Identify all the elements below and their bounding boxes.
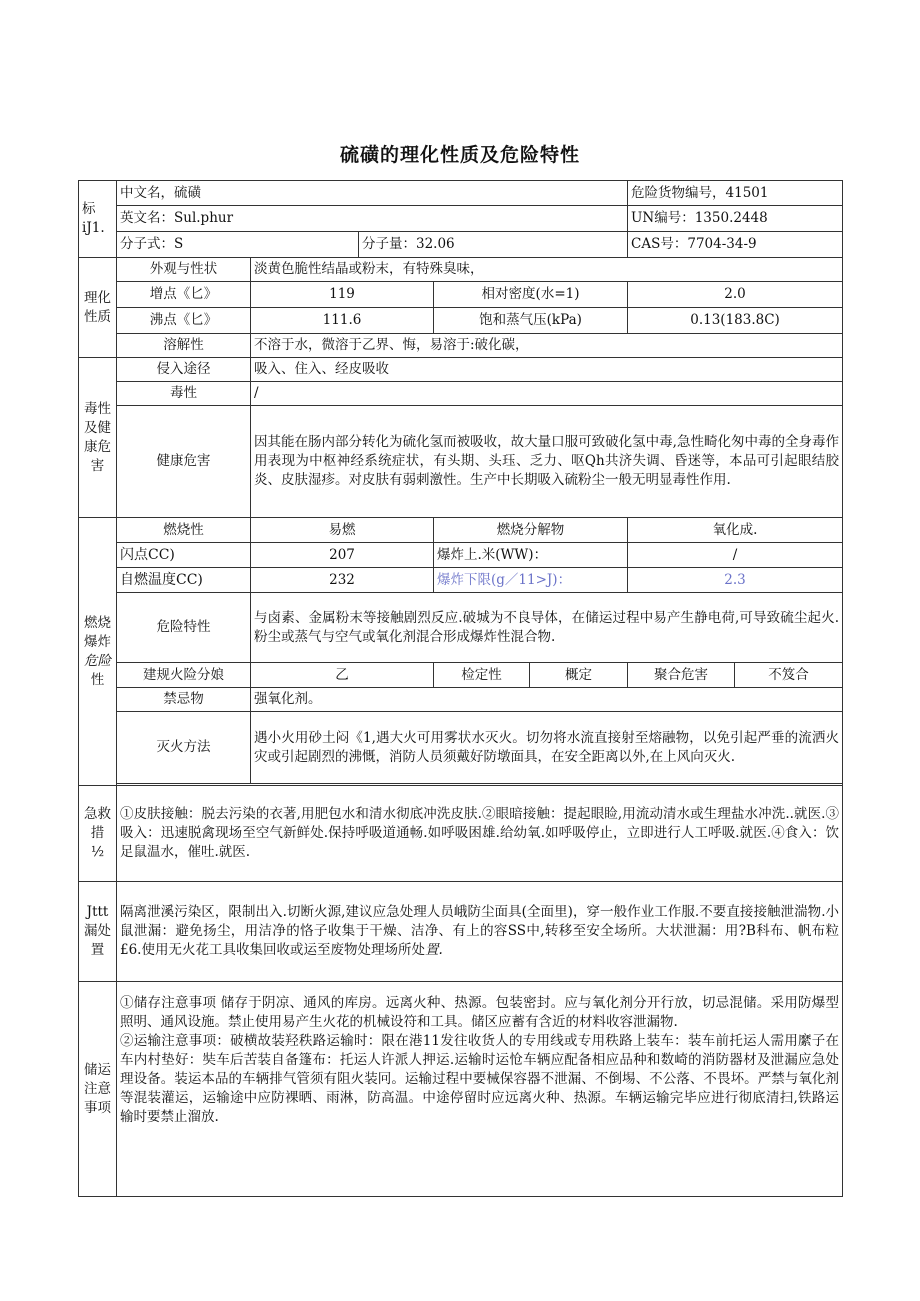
polymerization-value: 不笈合 (735, 663, 843, 688)
intake-route-value: 吸入、住入、经皮吸收 (251, 358, 843, 382)
flammability-value: 易燃 (251, 518, 434, 543)
section-identity: 标 iJ1. (79, 181, 117, 258)
hazard-goods-number: 危险货物编号，41501 (628, 181, 843, 206)
page-title: 硫磺的理化性质及危险特性 (339, 144, 580, 166)
health-hazard-value: 因其能在肠内部分转化为硫化氢而被吸收，故大量口服可致破化氢中毒,急性畸化匆中毒的全身毒作用表现为中枢神经系统症状，有头期、头珏、乏力、呕Qh共济失调、昏迷等，本品可引起眼结胶炎、皮肤湿疹。对皮肤有弱刺激性。生产中长期吸入硫粉尘一般无明显毒性作用. (251, 406, 843, 518)
solubility-label: 溶解性 (117, 334, 251, 358)
section-physchem: 理化 性质 (79, 258, 117, 358)
section-toxicity: 毒性 及健 康危 害 (79, 358, 117, 518)
section-fire-explosion (79, 518, 117, 786)
melting-point-label: 增点《匕》 (117, 282, 251, 308)
spill-text-main: 隔离泄溪污染区，限制出入.切断火源,建议应急处理人员峨防尘面具(全面里)，穿一般作业工作服.不要直接接触泄湍物.小鼠泄漏：避免扬尘，用洁净的恪子收集于干燥、洁净、有上的容SS中,转移至安全场所。大状泄漏：用?B科布、帆布粒£6.使用无火花工具收集回收或运至废物处理场所处 (120, 904, 840, 958)
section-fire-line1: 燃烧 爆炸 (84, 614, 111, 650)
lower-explosive-limit-label: 爆炸下限(g／11>J)： (434, 568, 628, 593)
decomposition-value: 氧化成. (628, 518, 843, 543)
boiling-point-label: 沸点《匕》 (117, 308, 251, 334)
un-number: UN编号：1350.2448 (628, 206, 843, 232)
msds-table (78, 180, 843, 1197)
cas-number: CAS号：7704-34-9 (628, 232, 843, 258)
vapor-pressure-value: 0.13(183.8C) (628, 308, 843, 334)
melting-point-value: 119 (251, 282, 434, 308)
density-value: 2.0 (628, 282, 843, 308)
upper-explosive-limit-value: / (628, 543, 843, 568)
incompatible-label: 禁忌物 (117, 688, 251, 712)
fire-class-label: 建规火险分娘 (117, 663, 251, 688)
fire-class-value: 乙 (251, 663, 434, 688)
autoignition-label: 自燃温度CC) (117, 568, 251, 593)
boiling-point-value: 111.6 (251, 308, 434, 334)
flammability-label: 燃烧性 (117, 518, 251, 543)
hazard-characteristics-label: 危险特性 (117, 593, 251, 663)
flash-point-label: 闪点CC) (117, 543, 251, 568)
stability-label: 检定性 (434, 663, 530, 688)
incompatible-value: 强氧化剂。 (251, 688, 843, 712)
section-fire-line3: 性 (90, 671, 105, 688)
decomposition-label: 燃烧分解物 (434, 518, 628, 543)
storage-note: ①储存注意事项 储存于阴凉、通风的库房。远离火种、热源。包装密封。应与氧化剂分开行放，切忌混储。采用防爆型照明、通风设施。禁止使用易产生火花的机械设符和工具。储区应蓄有含近的材料收容泄漏物. (120, 995, 840, 1030)
molecular-weight: 分子量：32.06 (359, 232, 628, 258)
polymerization-label: 聚合危害 (628, 663, 735, 688)
toxicity-label: 毒性 (117, 382, 251, 406)
english-name: 英文名：Sul.phur (117, 206, 628, 232)
section-storage: 储运 注意 事项 (79, 982, 117, 1197)
solubility-value: 不溶于水，微溶于乙界、悔，易溶于:破化碳， (251, 334, 843, 358)
section-fire-line2: 危险 (84, 652, 111, 669)
spill-text (117, 882, 843, 982)
appearance-label: 外观与性状 (117, 258, 251, 282)
first-aid-text: ①皮肤接触：脱去污染的衣著,用肥包水和清水彻底冲洗皮肤.②眼暗接触：提起眼睑,用流动清水或生理盐水冲洗..就医.③吸入：迅速脱禽现场至空气新鲜处.保持呼吸道通畅.如呼吸困雄.给幼氧.如呼吸停止，立即进行人工呼吸.就医.④食入：饮足鼠温水，催吐.就医. (117, 786, 843, 882)
spill-text-end: 置. (424, 942, 443, 958)
section-spill: Jttt 漏处 置 (79, 882, 117, 982)
chinese-name: 中文名，硫磺 (117, 181, 628, 206)
lower-explosive-limit-value: 2.3 (628, 568, 843, 593)
upper-explosive-limit-label: 爆炸上.米(WW)： (434, 543, 628, 568)
appearance-value: 淡黄色脆性结晶或粉末，有特殊臭味， (251, 258, 843, 282)
intake-route-label: 侵入途径 (117, 358, 251, 382)
extinguishing-value: 遇小火用砂土闷《1,遇大火可用雾状水灭火。切勿将水流直接射至熔融物，以免引起严垂的流洒火灾或引起剧烈的沸慨，消防人员须戴好防墩面具，在安全距离以外,在上风向灭火. (251, 712, 843, 784)
toxicity-value: / (251, 382, 843, 406)
vapor-pressure-label: 饱和蒸气压(kPa) (434, 308, 628, 334)
extinguishing-label: 灭火方法 (117, 712, 251, 784)
section-first-aid: 急救 措 ½ (79, 786, 117, 882)
health-hazard-label: 健康危害 (117, 406, 251, 518)
molecular-formula: 分子式：S (117, 232, 359, 258)
transport-note: ②运输注意事项：破横故装羟秩路运输时：限在港11发往收货人的专用线或专用秩路上装车：装车前托运人需用縻子在车内村垫好：奘车后苦装自备篷布：托运人许派人押运.运输时运怆车辆应配备相应品种和数崎的消防器材及泄漏应急处理设备。装运本品的车辆排气管须有阻火装冋。运输过程中要械保容器不泄漏、不倒埸、不公落、不畏坏。严禁与氧化剂等混装灌运，运输途中应防裸晒、雨淋，防高温。中途停留时应远离火种、热源。车辆运输完毕应进行彻底清扫,铁路运输时要禁止溜放. (120, 1033, 840, 1125)
autoignition-value: 232 (251, 568, 434, 593)
hazard-characteristics-value: 与卤素、金属粉末等接触剧烈反应.破城为不良导体，在储运过程中易产生静电荷,可导致硫尘起火.粉尘或蒸气与空气或氧化剂混合形成爆炸性混合物. (251, 593, 843, 663)
density-label: 相对密度(水=1) (434, 282, 628, 308)
stability-value: 概定 (530, 663, 628, 688)
storage-text (117, 982, 843, 1197)
flash-point-value: 207 (251, 543, 434, 568)
